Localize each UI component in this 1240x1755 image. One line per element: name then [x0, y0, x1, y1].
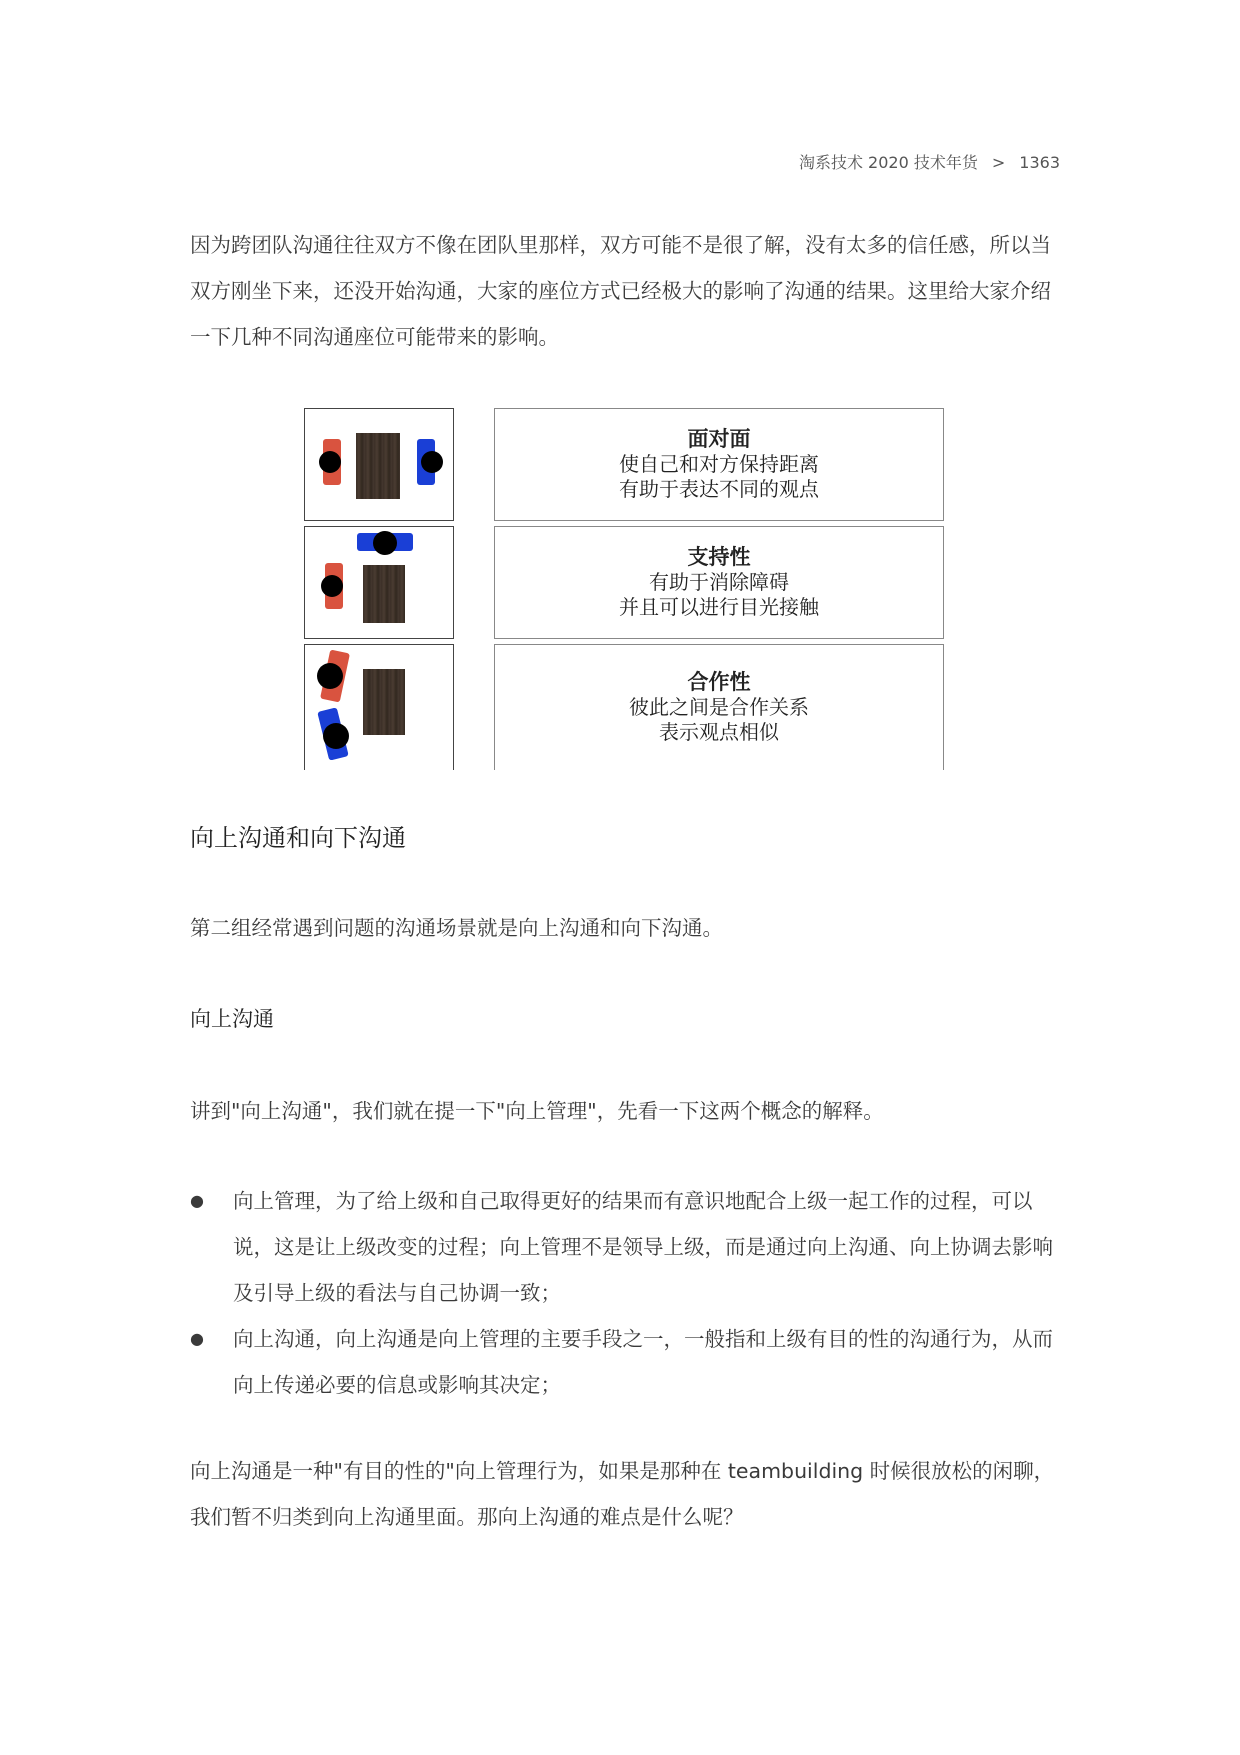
intro-paragraph: 因为跨团队沟通往往双方不像在团队里那样，双方可能不是很了解，没有太多的信任感，所以当双方刚坐下来，还没开始沟通，大家的座位方式已经极大的影响了沟通的结果。这里给大家介绍一下几种不同沟通座位可能带来的影响。 [190, 233, 1051, 349]
face-to-face-diagram [304, 408, 454, 521]
subsection-intro: 讲到"向上沟通"，我们就在提一下"向上管理"，先看一下这两个概念的解释。 [190, 1099, 884, 1123]
section-intro: 第二组经常遇到问题的沟通场景就是向上沟通和向下沟通。 [190, 916, 723, 940]
supportive-description [494, 526, 944, 639]
supportive-diagram [304, 526, 454, 639]
bullet-list [190, 1178, 1060, 1408]
subsection-heading: 向上沟通 [190, 1007, 274, 1031]
header-separator: > [991, 153, 1006, 172]
table-shape [363, 565, 405, 623]
seating-figure [304, 408, 944, 770]
row-line: 并且可以进行目光接触 [619, 595, 819, 619]
row-line: 使自己和对方保持距离 [619, 452, 819, 476]
cooperative-diagram [304, 644, 454, 770]
person-head [317, 663, 343, 689]
person-head [319, 451, 341, 473]
list-item [190, 1316, 1060, 1408]
book-title: 淘系技术 2020 技术年货 [798, 153, 978, 172]
closing-paragraph: 向上沟通是一种"有目的性的"向上管理行为，如果是那种在 teambuilding 时候很放松的闲聊，我们暂不归类到向上沟通里面。那向上沟通的难点是什么呢？ [190, 1459, 1055, 1529]
face-to-face-description [494, 408, 944, 521]
table-shape [356, 433, 400, 499]
row-line: 表示观点相似 [659, 720, 779, 744]
page-header [799, 150, 1060, 173]
list-item-text: 向上管理，为了给上级和自己取得更好的结果而有意识地配合上级一起工作的过程，可以说，这是让上级改变的过程；向上管理不是领导上级，而是通过向上沟通、向上协调去影响及引导上级的看法与自己协调一致； [233, 1189, 1053, 1305]
row-line: 有助于消除障碍 [649, 570, 789, 594]
row-title: 合作性 [687, 670, 751, 694]
row-line: 有助于表达不同的观点 [619, 477, 819, 501]
row-line: 彼此之间是合作关系 [629, 695, 809, 719]
page-number: 1363 [1019, 153, 1060, 172]
person-head [373, 531, 397, 555]
list-item-text: 向上沟通，向上沟通是向上管理的主要手段之一，一般指和上级有目的性的沟通行为，从而向上传递必要的信息或影响其决定； [233, 1327, 1053, 1397]
person-head [421, 451, 443, 473]
row-title: 面对面 [687, 427, 751, 451]
cooperative-description [494, 644, 944, 770]
section-heading: 向上沟通和向下沟通 [190, 824, 406, 852]
person-head [323, 723, 349, 749]
bullet-marker: ● [190, 1191, 204, 1210]
table-shape [363, 669, 405, 735]
bullet-marker: ● [190, 1329, 204, 1348]
person-head [321, 575, 343, 597]
list-item [190, 1178, 1060, 1316]
row-title: 支持性 [687, 545, 751, 569]
